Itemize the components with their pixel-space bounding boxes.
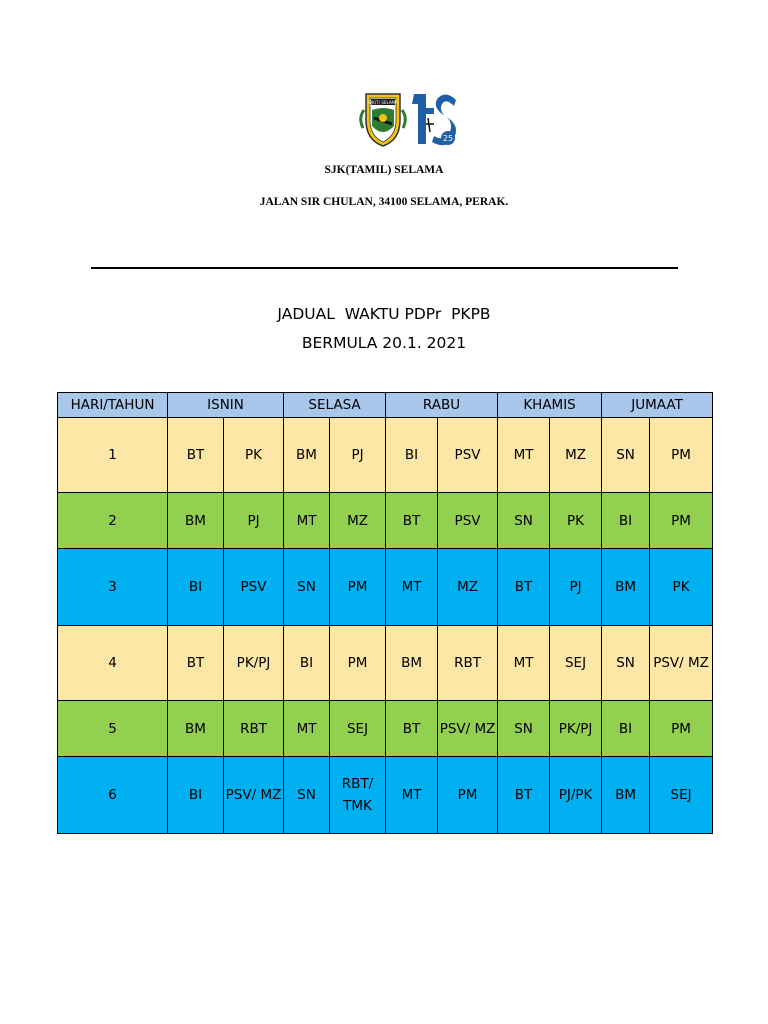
crest-text: SJK(T) SELAMA — [368, 100, 398, 105]
subject-cell: PK — [224, 418, 284, 493]
school-logos — [358, 88, 460, 150]
tahun-cell: 5 — [58, 701, 168, 757]
school-address: JALAN SIR CHULAN, 34100 SELAMA, PERAK. — [259, 196, 509, 208]
subject-cell: BT — [168, 418, 224, 493]
subject-cell: BI — [168, 549, 224, 626]
day-header: KHAMIS — [498, 393, 602, 418]
subject-cell: BT — [168, 626, 224, 701]
subject-cell: BT — [386, 493, 438, 549]
ts25-logo-icon — [412, 94, 456, 145]
subject-cell: SN — [498, 701, 550, 757]
subject-cell: PSV/ MZ — [650, 626, 713, 701]
subject-cell: PJ/PK — [550, 757, 602, 834]
subject-cell: PJ — [224, 493, 284, 549]
timetable — [57, 392, 713, 834]
subject-cell: RBT — [438, 626, 498, 701]
subject-cell: PM — [330, 549, 386, 626]
subject-cell: SN — [284, 757, 330, 834]
subject-cell: BM — [168, 701, 224, 757]
subject-cell: MZ — [438, 549, 498, 626]
subject-cell: SN — [284, 549, 330, 626]
subject-cell: PK/PJ — [224, 626, 284, 701]
day-header: SELASA — [284, 393, 386, 418]
table-row — [58, 493, 713, 549]
table-row — [58, 757, 713, 834]
subject-cell: PK — [550, 493, 602, 549]
day-header: ISNIN — [168, 393, 284, 418]
subject-cell: MZ — [330, 493, 386, 549]
header-divider — [91, 267, 678, 269]
subject-cell: BM — [284, 418, 330, 493]
subject-cell: BI — [168, 757, 224, 834]
subject-cell: RBT — [224, 701, 284, 757]
subject-cell: PM — [650, 493, 713, 549]
subject-cell: PM — [330, 626, 386, 701]
subject-cell: BM — [602, 757, 650, 834]
subject-cell: BI — [284, 626, 330, 701]
subject-cell: MT — [386, 549, 438, 626]
subject-cell: MT — [284, 701, 330, 757]
subject-cell: BI — [386, 418, 438, 493]
subject-cell: SEJ — [650, 757, 713, 834]
table-header-row — [58, 393, 713, 418]
subject-cell: MZ — [550, 418, 602, 493]
table-row — [58, 549, 713, 626]
subject-cell: BT — [498, 549, 550, 626]
subject-cell: RBT/ TMK — [330, 757, 386, 834]
day-header: RABU — [386, 393, 498, 418]
tahun-cell: 3 — [58, 549, 168, 626]
subject-cell: SN — [602, 626, 650, 701]
subject-cell: SEJ — [550, 626, 602, 701]
timetable-title: JADUAL WAKTU PDPr PKPB — [277, 305, 491, 323]
table-row — [58, 626, 713, 701]
subject-cell: SEJ — [330, 701, 386, 757]
subject-cell: PM — [650, 418, 713, 493]
logo-number: 25 — [442, 134, 454, 143]
tahun-cell: 1 — [58, 418, 168, 493]
subject-cell: PSV — [438, 493, 498, 549]
subject-cell: BM — [602, 549, 650, 626]
school-name: SJK(TAMIL) SELAMA — [324, 164, 444, 176]
subject-cell: BM — [168, 493, 224, 549]
subject-cell: BT — [386, 701, 438, 757]
subject-cell: MT — [284, 493, 330, 549]
subject-cell: MT — [498, 626, 550, 701]
table-row — [58, 418, 713, 493]
day-header: JUMAAT — [602, 393, 713, 418]
corner-header: HARI/TAHUN — [58, 393, 168, 418]
tahun-cell: 2 — [58, 493, 168, 549]
subject-cell: BI — [602, 493, 650, 549]
subject-cell: PSV — [438, 418, 498, 493]
subject-cell: PSV — [224, 549, 284, 626]
subject-cell: PJ — [330, 418, 386, 493]
subject-cell: BM — [386, 626, 438, 701]
subject-cell: MT — [386, 757, 438, 834]
subject-cell: PK — [650, 549, 713, 626]
table-row — [58, 701, 713, 757]
subject-cell: PJ — [550, 549, 602, 626]
subject-cell: BI — [602, 701, 650, 757]
subject-cell: PSV/ MZ — [438, 701, 498, 757]
tahun-cell: 4 — [58, 626, 168, 701]
subject-cell: MT — [498, 418, 550, 493]
tahun-cell: 6 — [58, 757, 168, 834]
subject-cell: PK/PJ — [550, 701, 602, 757]
school-crest-icon — [361, 94, 406, 146]
timetable-subtitle: BERMULA 20.1. 2021 — [301, 334, 467, 352]
subject-cell: SN — [602, 418, 650, 493]
subject-cell: PM — [438, 757, 498, 834]
subject-cell: BT — [498, 757, 550, 834]
subject-cell: SN — [498, 493, 550, 549]
subject-cell: PM — [650, 701, 713, 757]
subject-cell: PSV/ MZ — [224, 757, 284, 834]
